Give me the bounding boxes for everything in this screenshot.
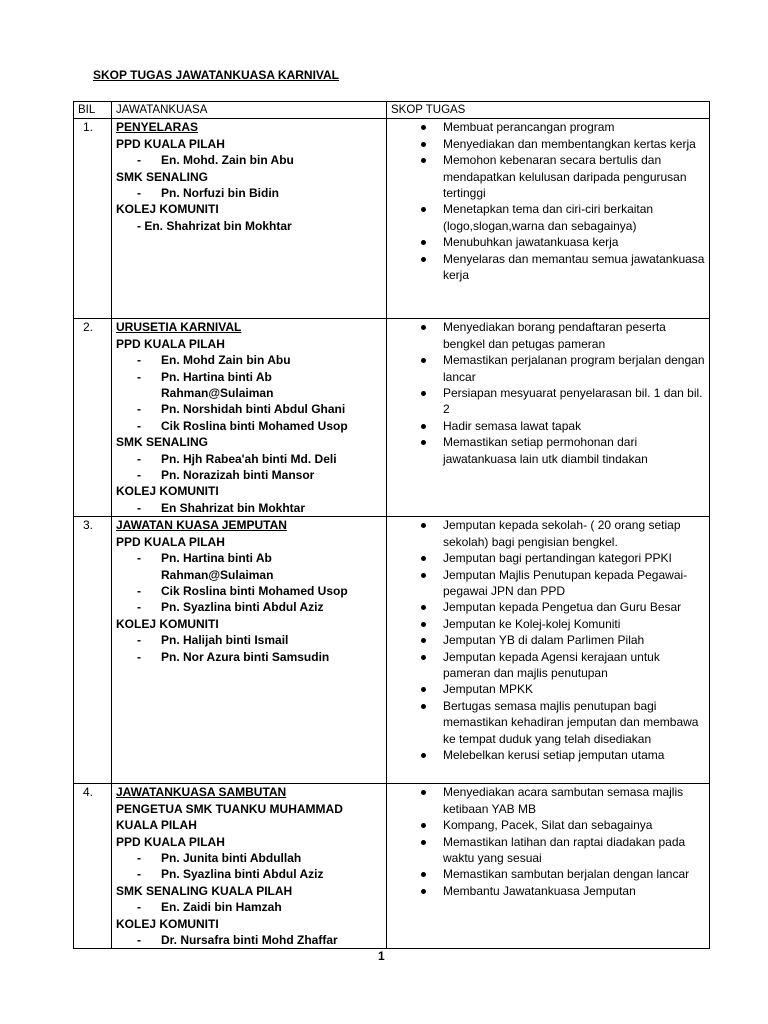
organization-name: PPD KUALA PILAH bbox=[116, 136, 225, 151]
task-item: Menyelaras dan memantau semua jawatankuasa kerja bbox=[391, 251, 705, 284]
scope-cell bbox=[387, 119, 710, 319]
table-row bbox=[74, 119, 710, 319]
organization-name: KOLEJ KOMUNITI bbox=[116, 616, 219, 631]
organization-name: PPD KUALA PILAH bbox=[116, 534, 225, 549]
task-item: Menyediakan borang pendaftaran peserta bengkel dan petugas pameran bbox=[391, 319, 705, 352]
task-item: Jemputan ke Kolej-kolej Komuniti bbox=[391, 616, 705, 632]
member-name: - En. Mohd. Zain bin Abu bbox=[116, 152, 382, 168]
organization-name: PENGETUA SMK TUANKU MUHAMMAD KUALA PILAH bbox=[116, 801, 343, 833]
member-name: - Pn. Hjh Rabea'ah binti Md. Deli bbox=[116, 451, 382, 467]
committee-title: JAWATAN KUASA JEMPUTAN bbox=[116, 518, 287, 533]
organization-name: SMK SENALING KUALA PILAH bbox=[116, 883, 293, 898]
member-name: - Pn. Norshidah binti Abdul Ghani bbox=[116, 401, 382, 417]
committee-cell bbox=[112, 517, 387, 784]
committee-title: JAWATANKUASA SAMBUTAN bbox=[116, 785, 287, 800]
row-number: 1. bbox=[74, 119, 112, 319]
task-item: Memohon kebenaran secara bertulis dan mendapatkan kelulusan daripada pengurusan tertinggi bbox=[391, 152, 705, 201]
task-list bbox=[391, 784, 705, 899]
member-name: - Cik Roslina binti Mohamed Usop bbox=[116, 583, 382, 599]
member-name: - Pn. Norazizah binti Mansor bbox=[116, 467, 382, 483]
task-item: Hadir semasa lawat tapak bbox=[391, 418, 705, 434]
organization-name: PPD KUALA PILAH bbox=[116, 834, 225, 849]
member-name: - Pn. Hartina binti Ab Rahman@Sulaiman bbox=[116, 369, 382, 402]
document-title: SKOP TUGAS JAWATANKUASA KARNIVAL bbox=[93, 68, 340, 82]
member-name: - En. Zaidi bin Hamzah bbox=[116, 899, 382, 915]
task-item: Memastikan perjalanan program berjalan dengan lancar bbox=[391, 352, 705, 385]
task-item: Melebelkan kerusi setiap jemputan utama bbox=[391, 747, 705, 763]
task-item: Memastikan sambutan berjalan dengan lancar bbox=[391, 866, 705, 882]
member-name: - Pn. Halijah binti Ismail bbox=[116, 632, 382, 648]
committee-cell bbox=[112, 784, 387, 949]
task-item: Jemputan MPKK bbox=[391, 681, 705, 697]
task-item: Menetapkan tema dan ciri-ciri berkaitan (logo,slogan,warna dan sebagainya) bbox=[391, 201, 705, 234]
organization-name: PPD KUALA PILAH bbox=[116, 336, 225, 351]
member-name: - Dr. Nursafra binti Mohd Zhaffar bbox=[116, 932, 382, 948]
member-name: - En. Mohd Zain bin Abu bbox=[116, 352, 382, 368]
committee-cell bbox=[112, 319, 387, 517]
member-name: - Pn. Syazlina binti Abdul Aziz bbox=[116, 866, 382, 882]
table-row bbox=[74, 319, 710, 517]
task-item: Menyediakan dan membentangkan kertas kerja bbox=[391, 136, 705, 152]
committee-title: PENYELARAS bbox=[116, 120, 199, 135]
member-name: - Pn. Junita binti Abdullah bbox=[116, 850, 382, 866]
organization-name: SMK SENALING bbox=[116, 435, 209, 450]
member-name: - En. Shahrizat bin Mokhtar bbox=[137, 218, 292, 233]
task-item: Membuat perancangan program bbox=[391, 119, 705, 135]
table-header-row bbox=[74, 102, 710, 119]
scope-cell bbox=[387, 784, 710, 949]
task-item: Memastikan setiap permohonan dari jawatankuasa lain utk diambil tindakan bbox=[391, 434, 705, 467]
table-body bbox=[74, 119, 710, 949]
task-item: Bertugas semasa majlis penutupan bagi memastikan kehadiran jemputan dan membawa ke tempat duduk yang telah disediakan bbox=[391, 698, 705, 747]
task-item: Jemputan kepada Agensi kerajaan untuk pameran dan majlis penutupan bbox=[391, 649, 705, 682]
scope-cell bbox=[387, 319, 710, 517]
task-list bbox=[391, 517, 705, 763]
task-item: Memastikan latihan dan raptai diadakan pada waktu yang sesuai bbox=[391, 834, 705, 867]
member-name: - En Shahrizat bin Mokhtar bbox=[116, 500, 382, 516]
task-item: Jemputan bagi pertandingan kategori PPKI bbox=[391, 550, 705, 566]
task-item: Menubuhkan jawatankuasa kerja bbox=[391, 234, 705, 250]
organization-name: SMK SENALING bbox=[116, 169, 209, 184]
task-item: Kompang, Pacek, Silat dan sebagainya bbox=[391, 817, 705, 833]
member-name: - Pn. Syazlina binti Abdul Aziz bbox=[116, 599, 382, 615]
task-item: Persiapan mesyuarat penyelarasan bil. 1 dan bil. 2 bbox=[391, 385, 705, 418]
row-number: 4. bbox=[74, 784, 112, 949]
header-bil: BIL bbox=[74, 102, 112, 119]
header-committee: JAWATANKUASA bbox=[112, 102, 387, 119]
committee-cell bbox=[112, 119, 387, 319]
task-item: Jemputan kepada sekolah- ( 20 orang setiap sekolah) bagi pengisian bengkel. bbox=[391, 517, 705, 550]
organization-name: KOLEJ KOMUNITI bbox=[116, 484, 219, 499]
member-name: - Cik Roslina binti Mohamed Usop bbox=[116, 418, 382, 434]
member-name: - Pn. Norfuzi bin Bidin bbox=[116, 185, 382, 201]
table-row bbox=[74, 517, 710, 784]
task-list bbox=[391, 319, 705, 467]
member-name: - Pn. Hartina binti Ab Rahman@Sulaiman bbox=[116, 550, 382, 583]
task-item: Membantu Jawatankuasa Jemputan bbox=[391, 883, 705, 899]
organization-name: KOLEJ KOMUNITI bbox=[116, 916, 219, 931]
header-scope: SKOP TUGAS bbox=[387, 102, 710, 119]
task-item: Menyediakan acara sambutan semasa majlis ketibaan YAB MB bbox=[391, 784, 705, 817]
row-number: 3. bbox=[74, 517, 112, 784]
task-item: Jemputan YB di dalam Parlimen Pilah bbox=[391, 632, 705, 648]
committee-title: URUSETIA KARNIVAL bbox=[116, 320, 242, 335]
organization-name: KOLEJ KOMUNITI bbox=[116, 202, 219, 217]
scope-cell bbox=[387, 517, 710, 784]
task-list bbox=[391, 119, 705, 283]
task-item: Jemputan kepada Pengetua dan Guru Besar bbox=[391, 599, 705, 615]
page-number: 1 bbox=[378, 949, 385, 963]
member-name: - Pn. Nor Azura binti Samsudin bbox=[116, 649, 382, 665]
committee-scope-table bbox=[73, 101, 710, 949]
table-row bbox=[74, 784, 710, 949]
task-item: Jemputan Majlis Penutupan kepada Pegawai-pegawai JPN dan PPD bbox=[391, 567, 705, 600]
row-number: 2. bbox=[74, 319, 112, 517]
